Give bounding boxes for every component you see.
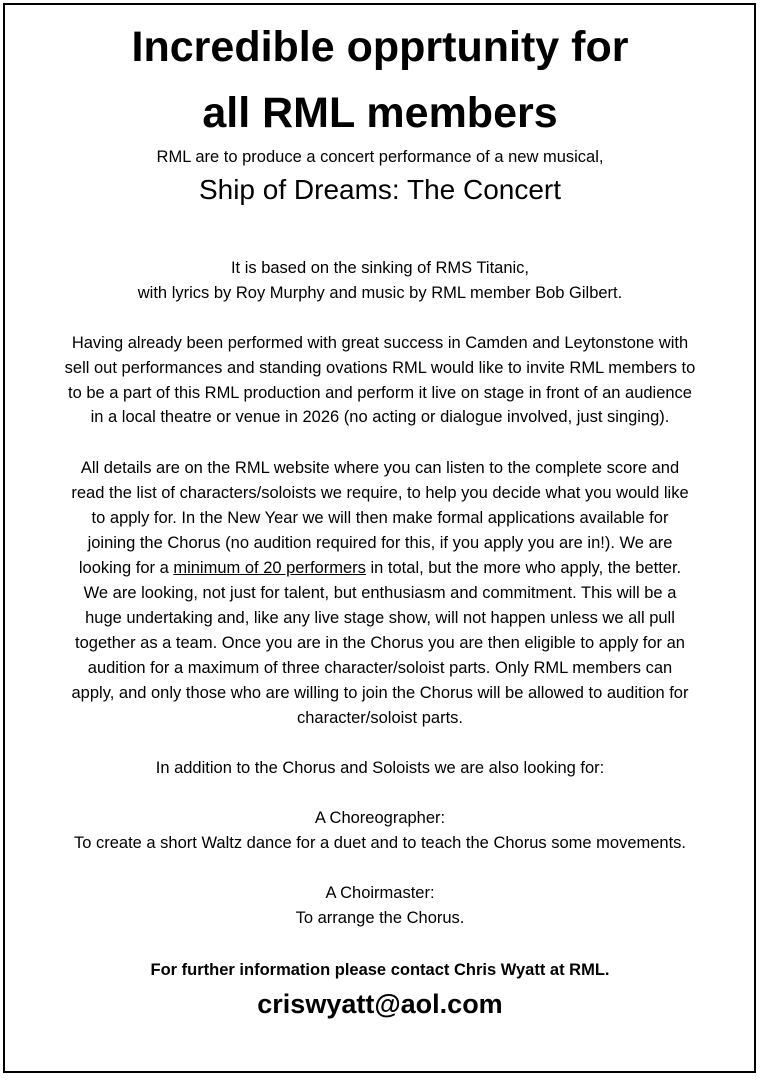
paragraph2-line: together as a team. Once you are in the Chorus you are then eligible to apply for an — [75, 634, 685, 652]
choreographer-description: To create a short Waltz dance for a duet and to teach the Chorus some movements. — [73, 834, 687, 852]
paragraph2-line5-post: in total, but the more who apply, the better. — [365, 559, 682, 577]
minimum-performers-underlined: minimum of 20 performers — [173, 559, 366, 577]
paragraph2-line: character/soloist parts. — [297, 709, 463, 727]
paragraph2-line5-pre: looking for a — [78, 559, 174, 577]
paragraph2-line: apply, and only those who are willing to join the Chorus will be allowed to audition for — [71, 684, 689, 702]
show-title: Ship of Dreams: The Concert — [198, 174, 562, 205]
headline-line-2: all RML members — [202, 89, 558, 137]
intro-text: RML are to produce a concert performance of a new musical, — [156, 148, 604, 166]
paragraph2-line: We are looking, not just for talent, but enthusiasm and commitment. This will be a — [83, 584, 677, 602]
choirmaster-description: To arrange the Chorus. — [295, 909, 465, 927]
paragraph1-line: sell out performances and standing ovations RML would like to invite RML members to — [64, 359, 696, 377]
also-looking-text: In addition to the Chorus and Soloists we are also looking for: — [155, 759, 605, 777]
paragraph2-line: audition for a maximum of three character/soloist parts. Only RML members can — [87, 659, 673, 677]
contact-text: For further information please contact Chris Wyatt at RML. — [150, 961, 610, 979]
paragraph2-line: All details are on the RML website where you can listen to the complete score and — [80, 459, 680, 477]
paragraph2-line: to apply for. In the New Year we will then make formal applications available for — [91, 509, 669, 527]
based-on-line-2: with lyrics by Roy Murphy and music by RML member Bob Gilbert. — [137, 284, 623, 302]
contact-email[interactable]: criswyatt@aol.com — [257, 989, 503, 1019]
based-on-line-1: It is based on the sinking of RMS Titanic, — [230, 259, 530, 277]
choreographer-title: A Choreographer: — [314, 809, 446, 827]
paragraph2-line-with-underline — [0, 556, 760, 581]
paragraph2-line: read the list of characters/soloists we require, to help you decide what you would like — [71, 484, 689, 502]
paragraph1-line: to be a part of this RML production and perform it live on stage in front of an audience — [67, 384, 692, 402]
paragraph2-line: huge undertaking and, like any live stage show, will not happen unless we all pull — [85, 609, 675, 627]
paragraph2-line: joining the Chorus (no audition required for this, if you apply you are in!). We are — [87, 534, 673, 552]
paragraph1-line: in a local theatre or venue in 2026 (no acting or dialogue involved, just singing). — [90, 408, 670, 426]
choirmaster-title: A Choirmaster: — [325, 884, 435, 902]
headline-line-1: Incredible opprtunity for — [131, 23, 629, 71]
paragraph1-line: Having already been performed with great success in Camden and Leytonstone with — [71, 334, 689, 352]
